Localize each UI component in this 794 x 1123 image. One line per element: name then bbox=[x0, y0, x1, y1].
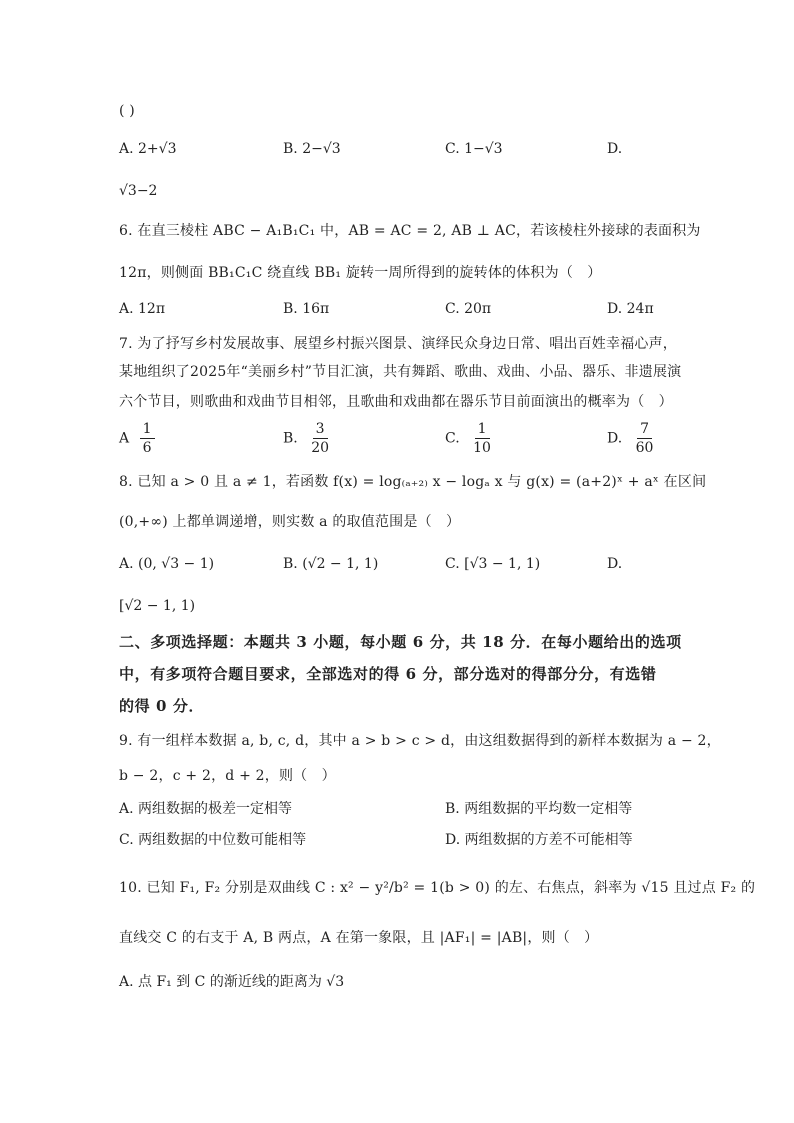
q7-stem-line1: 7. 为了抒写乡村发展故事、展望乡村振兴图景、演绎民众身边日常、唱出百姓幸福心声， bbox=[119, 336, 678, 352]
q5-option-d-value: √3−2 bbox=[119, 183, 158, 199]
q7-option-c-label: C. bbox=[445, 430, 460, 447]
q7-option-d-fraction bbox=[633, 420, 657, 457]
q6-option-b[interactable]: B. 16π bbox=[283, 301, 330, 317]
q7-option-c-numerator: 1 bbox=[475, 420, 490, 439]
q7-option-a-fraction bbox=[140, 420, 155, 457]
q7-option-b-denominator: 20 bbox=[311, 440, 330, 456]
q6-option-d[interactable]: D. 24π bbox=[607, 301, 654, 317]
q5-option-c[interactable]: C. 1−√3 bbox=[445, 141, 503, 157]
q10-option-a[interactable]: A. 点 F₁ 到 C 的渐近线的距离为 √3 bbox=[119, 974, 345, 990]
q8-option-a[interactable]: A. (0, √3 − 1) bbox=[119, 556, 215, 572]
q9-option-b[interactable]: B. 两组数据的平均数一定相等 bbox=[445, 801, 633, 817]
q5-answer-paren: ( ) bbox=[119, 103, 135, 119]
q9-option-c[interactable]: C. 两组数据的中位数可能相等 bbox=[119, 832, 307, 848]
q10-stem-line2: 直线交 C 的右支于 A, B 两点，A 在第一象限，且 |AF₁| = |AB|，则（ ） bbox=[119, 930, 599, 946]
q7-stem-line3: 六个节目，则歌曲和戏曲节目相邻，且歌曲和戏曲都在器乐节目前面演出的概率为（ ） bbox=[119, 394, 673, 410]
q7-option-a-label: A bbox=[119, 430, 130, 447]
q10-stem-line1: 10. 已知 F₁, F₂ 分别是双曲线 C : x² − y²/b² = 1(b > 0) 的左、右焦点，斜率为 √15 且过点 F₂ 的 bbox=[119, 880, 756, 896]
q7-option-b-fraction bbox=[308, 420, 332, 457]
section2-heading-line2: 中，有多项符合题目要求，全部选对的得 6 分，部分选对的得部分分，有选错 bbox=[119, 665, 657, 683]
q7-option-a-denominator: 6 bbox=[142, 440, 152, 456]
q7-option-c-fraction bbox=[470, 420, 494, 457]
q9-option-a[interactable]: A. 两组数据的极差一定相等 bbox=[119, 801, 293, 817]
q5-option-d[interactable]: D. bbox=[607, 141, 623, 157]
q7-option-a[interactable] bbox=[119, 420, 155, 457]
section2-heading-line1: 二、多项选择题：本题共 3 小题，每小题 6 分，共 18 分．在每小题给出的选项 bbox=[119, 633, 682, 651]
q7-option-d-label: D. bbox=[607, 430, 623, 447]
q8-option-d-value: [√2 − 1, 1) bbox=[119, 598, 196, 614]
q7-option-b-numerator: 3 bbox=[313, 420, 328, 439]
q6-stem-line2: 12π，则侧面 BB₁C₁C 绕直线 BB₁ 旋转一周所得到的旋转体的体积为（ ） bbox=[119, 265, 602, 281]
q8-option-d[interactable]: D. bbox=[607, 556, 623, 572]
q5-option-a[interactable]: A. 2+√3 bbox=[119, 141, 177, 157]
q7-option-c-denominator: 10 bbox=[473, 440, 491, 456]
q7-option-b-label: B. bbox=[283, 430, 298, 447]
q7-option-a-numerator: 1 bbox=[140, 420, 155, 439]
q7-option-d[interactable] bbox=[607, 420, 656, 457]
q8-stem-line2: (0,+∞) 上都单调递增，则实数 a 的取值范围是（ ） bbox=[119, 514, 461, 530]
q6-option-c[interactable]: C. 20π bbox=[445, 301, 492, 317]
q9-option-d[interactable]: D. 两组数据的方差不可能相等 bbox=[445, 832, 633, 848]
q7-option-d-denominator: 60 bbox=[635, 440, 654, 456]
q7-stem-line2: 某地组织了2025年“美丽乡村”节目汇演，共有舞蹈、歌曲、戏曲、小品、器乐、非遗展演 bbox=[119, 364, 682, 380]
q8-stem-line1: 8. 已知 a > 0 且 a ≠ 1，若函数 f(x) = log₍ₐ₊₂₎ x − logₐ x 与 g(x) = (a+2)ˣ + aˣ 在区间 bbox=[119, 474, 707, 490]
q8-option-b[interactable]: B. (√2 − 1, 1) bbox=[283, 556, 379, 572]
q8-option-c[interactable]: C. [√3 − 1, 1) bbox=[445, 556, 541, 572]
q7-option-c[interactable] bbox=[445, 420, 494, 457]
q5-option-b[interactable]: B. 2−√3 bbox=[283, 141, 341, 157]
q6-option-a[interactable]: A. 12π bbox=[119, 301, 166, 317]
q9-stem-line2: b − 2，c + 2，d + 2，则（ ） bbox=[119, 768, 336, 784]
q6-stem-line1: 6. 在直三棱柱 ABC − A₁B₁C₁ 中，AB = AC = 2, AB ⊥ AC，若该棱柱外接球的表面积为 bbox=[119, 223, 701, 239]
section2-heading-line3: 的得 0 分． bbox=[119, 697, 205, 715]
q9-stem-line1: 9. 有一组样本数据 a, b, c, d，其中 a > b > c > d，由这组数据得到的新样本数据为 a − 2， bbox=[119, 733, 721, 749]
q7-option-d-numerator: 7 bbox=[637, 420, 652, 439]
q7-option-b[interactable] bbox=[283, 420, 332, 457]
